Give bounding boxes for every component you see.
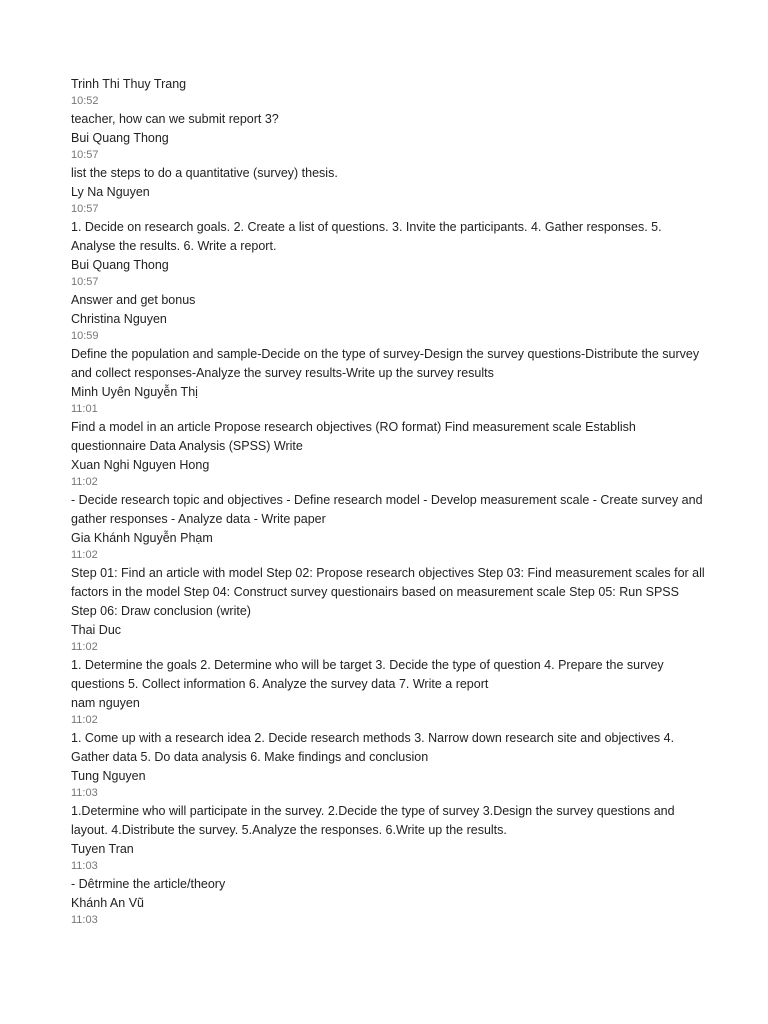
message-author: Tung Nguyen (71, 769, 146, 783)
message-text: - Decide research topic and objectives - Define research model - Develop measurement scale - Create survey and gather responses - Analyze data - Write paper (71, 493, 703, 526)
message-text: Define the population and sample-Decide on the type of survey-Design the survey questions-Distribute the survey and collect responses-Analyze the survey results-Write up the survey results (71, 347, 700, 380)
chat-message (71, 310, 708, 383)
message-author: Christina Nguyen (71, 312, 167, 326)
chat-message (71, 75, 708, 129)
message-time: 10:52 (71, 95, 99, 107)
message-author: Ly Na Nguyen (71, 185, 150, 199)
message-time: 10:59 (71, 330, 99, 342)
message-text: 1. Come up with a research idea 2. Decide research methods 3. Narrow down research site and objectives 4. Gather data 5. Do data analysis 6. Make findings and conclusion (71, 731, 675, 764)
message-author: Khánh An Vũ (71, 896, 144, 910)
message-time: 10:57 (71, 149, 99, 161)
message-author: Minh Uyên Nguyễn Thị (71, 385, 198, 399)
message-time: 11:01 (71, 403, 98, 415)
message-text: Step 01: Find an article with model Step 02: Propose research objectives Step 03: Find measurement scales for all factors in the model Step 04: Construct survey questionairs based on measurement scale Step 05: Run SPSS Step 06: Draw conclusion (write) (71, 566, 705, 618)
chat-message (71, 383, 708, 456)
message-author: Gia Khánh Nguyễn Phạm (71, 531, 213, 545)
message-text: teacher, how can we submit report 3? (71, 112, 279, 126)
message-text: 1. Decide on research goals. 2. Create a list of questions. 3. Invite the participants. 4. Gather responses. 5. Analyse the results. 6. Write a report. (71, 220, 662, 253)
message-time: 11:02 (71, 476, 98, 488)
message-time: 10:57 (71, 276, 99, 288)
message-time: 11:02 (71, 714, 98, 726)
message-time: 10:57 (71, 203, 99, 215)
chat-message (71, 767, 708, 840)
chat-message (71, 894, 708, 928)
message-time: 11:03 (71, 914, 98, 926)
message-time: 11:03 (71, 787, 98, 799)
chat-message (71, 256, 708, 310)
message-time: 11:02 (71, 641, 98, 653)
chat-message (71, 183, 708, 256)
message-author: Thai Duc (71, 623, 122, 637)
chat-message (71, 129, 708, 183)
message-author: Trinh Thi Thuy Trang (71, 77, 187, 91)
chat-message (71, 694, 708, 767)
message-author: Bui Quang Thong (71, 258, 169, 272)
message-text: - Dêtrmine the article/theory (71, 877, 226, 891)
chat-message (71, 529, 708, 621)
chat-message (71, 840, 708, 894)
message-author: nam nguyen (71, 696, 140, 710)
message-author: Xuan Nghi Nguyen Hong (71, 458, 210, 472)
message-author: Tuyen Tran (71, 842, 134, 856)
chat-log (71, 75, 708, 928)
message-time: 11:03 (71, 860, 98, 872)
chat-message (71, 456, 708, 529)
message-time: 11:02 (71, 549, 98, 561)
chat-message (71, 621, 708, 694)
message-text: Find a model in an article Propose research objectives (RO format) Find measurement scale Establish questionnaire Data Analysis (SPSS) Write (71, 420, 636, 453)
message-text: 1.Determine who will participate in the survey. 2.Decide the type of survey 3.Design the survey questions and layout. 4.Distribute the survey. 5.Analyze the responses. 6.Write up the results. (71, 804, 675, 837)
message-text: list the steps to do a quantitative (survey) thesis. (71, 166, 338, 180)
message-text: 1. Determine the goals 2. Determine who will be target 3. Decide the type of question 4. Prepare the survey questions 5. Collect information 6. Analyze the survey data 7. Write a report (71, 658, 664, 691)
message-text: Answer and get bonus (71, 293, 196, 307)
message-author: Bui Quang Thong (71, 131, 169, 145)
